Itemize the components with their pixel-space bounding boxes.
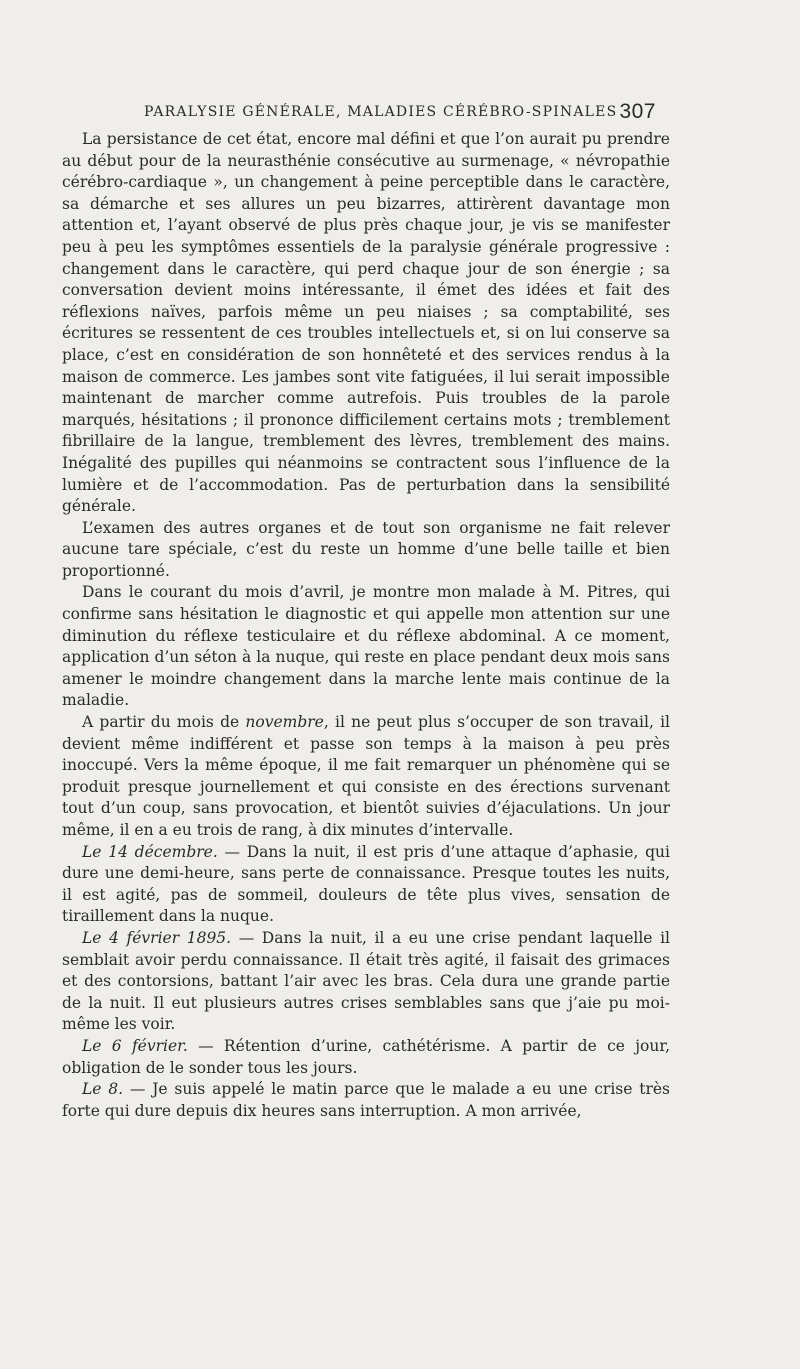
running-title: PARALYSIE GÉNÉRALE, MALADIES CÉRÉBRO-SPINALES — [144, 104, 618, 120]
italic-text: Le 8. — [82, 1080, 124, 1099]
text-run: — Rétention d’urine, cathétérisme. A partir de ce jour, obligation de le sonder tous les jours. — [62, 1036, 670, 1077]
text-run: L’examen des autres organes et de tout son organisme ne fait relever aucune tare spéciale, c’est du reste un homme d’une belle taille et bien proportionné. — [62, 518, 670, 580]
text-run: La persistance de cet état, encore mal défini et que l’on aurait pu prendre au début pour de la neurasthénie consécutive au surmenage, « névropathie cérébro-cardiaque », un changement à peine perceptible dans le caractère, sa démarche et ses allures un peu bizarres, attirèrent davantage mon attention et, l’ayant observé de plus près chaque jour, je vis se manifester peu à peu les symptômes essentiels de la paralysie générale progressive : changement dans le caractère, qui perd chaque jour de son énergie ; sa conversation devient moins intéressante, il émet des idées et fait des réflexions naïves, parfois même un peu niaises ; sa comptabilité, ses écritures se ressentent de ces troubles intellectuels et, si on lui conserve sa place, c’est en considération de son honnêteté et des services rendus à la maison de commerce. Les jambes sont vite fatiguées, il lui serait impossible maintenant de marcher comme autrefois. Puis troubles de la parole marqués, hésitations ; il prononce difficilement certains mots ; tremblement fibrillaire de la langue, tremblement des lèvres, tremblement des mains. Inégalité des pupilles qui néanmoins se contractent sous l’influence de la lumière et de l’accommodation. Pas de perturbation dans la sensibilité générale. — [62, 130, 670, 516]
paragraph — [62, 129, 670, 518]
paragraph — [62, 582, 670, 712]
text-run: — Dans la nuit, il est pris d’une attaque d’aphasie, qui dure une demi-heure, sans perte de connaissance. Presque toutes les nuits, il est agité, pas de sommeil, douleurs de tête plus vives, sensation de tiraillement dans la nuque. — [62, 842, 670, 926]
text-run: , il ne peut plus s’occuper de son travail, il devient même indifférent et passe son temps à la maison à peu près inoccupé. Vers la même époque, il me fait remarquer un phénomène qui se produit presque journellement et qui consiste en des érections survenant tout d’un coup, sans provocation, et bientôt suivies d’éjaculations. Un jour même, il en a eu trois de rang, à dix minutes d’intervalle. — [62, 713, 671, 839]
text-run: — Je suis appelé le matin parce que le malade a eu une crise très forte qui dure depuis dix heures sans interruption. A mon arrivée, — [62, 1080, 671, 1120]
paragraph — [62, 518, 670, 583]
body-text — [62, 129, 670, 1122]
paragraph — [62, 928, 670, 1036]
text-run: Dans le courant du mois d’avril, je montre mon malade à M. Pitres, qui confirme sans hésitation le diagnostic et qui appelle mon attention sur une diminution du réflexe testiculaire et du réflexe abdominal. A ce moment, application d’un séton à la nuque, qui reste en place pendant deux mois sans amener le moindre changement dans la marche lente mais continue de la maladie. — [62, 583, 670, 710]
italic-text: novembre — [245, 713, 324, 732]
italic-text: Le 4 février 1895. — [82, 928, 232, 947]
page-number: 307 — [619, 100, 656, 123]
paragraph — [62, 1079, 670, 1122]
running-head — [80, 100, 656, 128]
paragraph — [62, 1036, 670, 1079]
italic-text: Le 14 décembre. — [82, 842, 218, 861]
text-run: — Dans la nuit, il a eu une crise pendant laquelle il semblait avoir perdu connaissance. Il était très agité, il faisait des grimaces et des contorsions, battant l’air avec les bras. Cela dura une grande partie de la nuit. Il eut plusieurs autres crises semblables sans que j’aie pu moi-même les voir. — [62, 928, 670, 1034]
text-run: A partir du mois de — [82, 713, 246, 732]
italic-text: Le 6 février. — [82, 1036, 188, 1055]
paragraph — [62, 842, 670, 928]
paragraph — [62, 712, 670, 842]
